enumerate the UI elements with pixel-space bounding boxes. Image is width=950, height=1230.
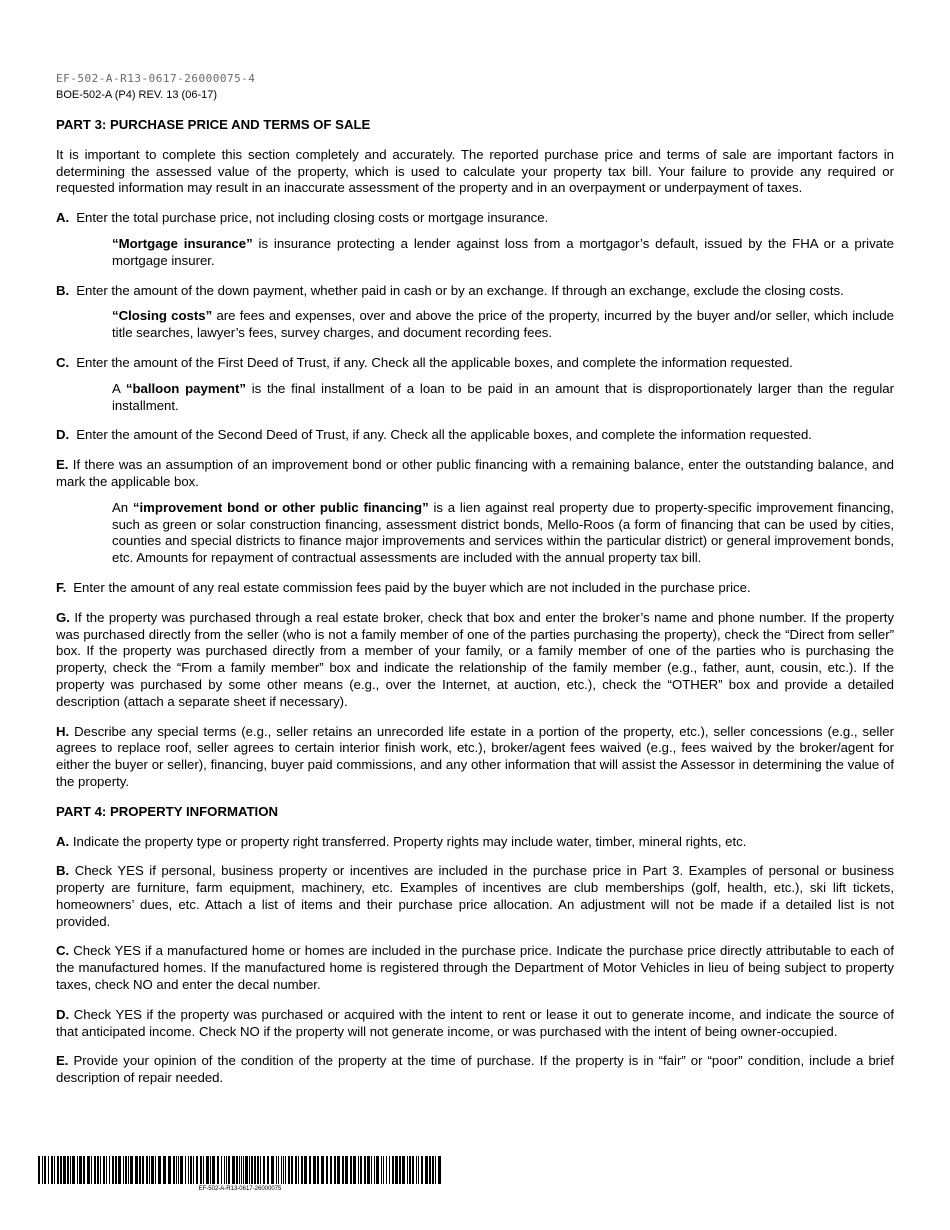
item-label: C. — [56, 354, 70, 370]
item-label: E. — [56, 457, 69, 473]
note-term: “improvement bond or other public financing” — [132, 499, 429, 515]
mortgage-insurance-note — [112, 236, 894, 270]
note-text: are fees and expenses, over and above the price of the property, incurred by the buyer and/or seller, which include title searches, lawyer’s fees, survey charges, and document recording fees. — [112, 308, 894, 341]
part3-item-e — [56, 457, 894, 491]
form-revision: BOE-502-A (P4) REV. 13 (06-17) — [56, 89, 218, 101]
note-text: is the final installment of a loan to be paid in an amount that is disproportionately larger than the regular installment. — [112, 380, 894, 413]
item-text: Enter the amount of the First Deed of Trust, if any. Check all the applicable boxes, and complete the information requested. — [76, 354, 793, 370]
part3-item-c — [56, 355, 894, 372]
note-text: is insurance protecting a lender against loss from a mortgagor’s default, issued by the FHA or a private mortgage insurer. — [112, 235, 894, 268]
item-text: If the property was purchased through a real estate broker, check that box and enter the broker’s name and phone number. If the property was purchased directly from the seller (who is not a family member of one of the parties purchasing the property), check the “Direct from seller” box. If the property was purchased directly from a member of your family, or a family member of one of the parties who is purchasing the property, check the “From a family member” box and indicate the relationship of the family member (e.g., father, aunt, cousin, etc.). If the property was purchased by some other means (e.g., over the Internet, at auction, etc.), check the “OTHER” box and provide a detailed description (attach a separate sheet if necessary). — [56, 609, 894, 709]
item-text: Check YES if personal, business property or incentives are included in the purchase price in Part 3. Examples of personal or business property are furniture, farm equipment, machinery, etc. Examples of incentives are club memberships (golf, health, etc.), ski lift tickets, homeowners’ dues, etc. Attach a list of items and their purchase price allocation. An adjustment will not be made if a detailed list is not provided. — [56, 863, 894, 929]
note-term: “Mortgage insurance” — [112, 235, 253, 251]
part3-title: PART 3: PURCHASE PRICE AND TERMS OF SALE — [56, 117, 371, 132]
item-text: Enter the amount of any real estate commission fees paid by the buyer which are not included in the purchase price. — [73, 579, 751, 595]
item-text: Enter the amount of the down payment, whether paid in cash or by an exchange. If through an exchange, exclude the closing costs. — [76, 282, 844, 298]
improvement-bond-note — [112, 500, 894, 567]
part3-item-f — [56, 580, 894, 597]
item-text: Enter the total purchase price, not including closing costs or mortgage insurance. — [76, 210, 549, 226]
note-prefix: A — [112, 380, 126, 396]
item-label: B. — [56, 282, 70, 298]
part3-item-g — [56, 610, 894, 711]
note-term: “balloon payment” — [125, 380, 246, 396]
item-label: F. — [56, 579, 67, 595]
part3-item-h — [56, 724, 894, 791]
note-text: is a lien against real property due to property-specific improvement financing, such as green or solar construction financing, assessment district bonds, Mello-Roos (a form of financing that can be used by cities, counties and special districts to finance major improvements and services within the particular district) or general improvement bonds, etc. Amounts for repayment of contractual assessments are included with the annual property tax bill. — [112, 499, 895, 566]
form-page — [56, 72, 894, 1100]
item-label: A. — [56, 210, 70, 226]
part4-item-a — [56, 834, 894, 851]
part3-item-b — [56, 283, 894, 300]
item-text: Indicate the property type or property right transferred. Property rights may include water, timber, mineral rights, etc. — [69, 833, 747, 849]
part4-item-c — [56, 943, 894, 993]
item-label: A. — [56, 833, 70, 849]
item-label: G. — [56, 609, 70, 625]
item-label: D. — [56, 427, 70, 443]
part4-item-d — [56, 1007, 894, 1041]
barcode-icon — [38, 1156, 442, 1184]
item-label: H. — [56, 723, 70, 739]
item-label: B. — [56, 863, 70, 879]
part3-item-d — [56, 427, 894, 444]
part3-intro: It is important to complete this section completely and accurately. The reported purchase price and terms of sale are important factors in determining the assessed value of the property, which is used to calculate your property tax bill. Your failure to provide any required or requested information may result in an inaccurate assessment of the property and in an overpayment or underpayment of taxes. — [56, 146, 894, 196]
item-text: If there was an assumption of an improvement bond or other public financing with a remaining balance, enter the outstanding balance, and mark the applicable box. — [56, 457, 894, 489]
part4-item-e — [56, 1053, 894, 1087]
barcode-block — [38, 1156, 442, 1193]
note-prefix: An — [112, 499, 133, 515]
balloon-payment-note — [112, 381, 894, 415]
closing-costs-note — [112, 308, 894, 342]
part3-item-a — [56, 210, 894, 227]
item-text: Check YES if the property was purchased or acquired with the intent to rent or lease it out to generate income, and indicate the source of that anticipated income. Check NO if the property will not generate income, or was purchased with the intent of being owner-occupied. — [56, 1006, 894, 1039]
item-label: E. — [56, 1053, 69, 1069]
item-label: C. — [56, 943, 70, 959]
part4-item-b — [56, 863, 894, 930]
barcode-text: EF-502-A-R13-0617-26000075 — [198, 1186, 282, 1192]
item-label: D. — [56, 1006, 70, 1022]
item-text: Describe any special terms (e.g., seller retains an unrecorded life estate in a portion of the property, etc.), seller concessions (e.g., seller agrees to replace roof, seller agrees to certain interior finish work, etc.), broker/agent fees waived (e.g., fees waived by the broker/agent for either the buyer or seller), financing, buyer paid commissions, and any other information that will assist the Assessor in determining the value of the property. — [56, 723, 894, 789]
item-text: Check YES if a manufactured home or homes are included in the purchase price. Indicate the purchase price directly attributable to each of the manufactured homes. If the manufactured home is registered through the Department of Motor Vehicles in lieu of being subject to property taxes, check NO and enter the decal number. — [56, 943, 894, 993]
item-text: Enter the amount of the Second Deed of Trust, if any. Check all the applicable boxes, and complete the information requested. — [76, 427, 812, 443]
note-term: “Closing costs” — [112, 308, 213, 324]
form-id: EF-502-A-R13-0617-26000075-4 — [56, 72, 256, 85]
part4-title: PART 4: PROPERTY INFORMATION — [56, 803, 278, 819]
item-text: Provide your opinion of the condition of the property at the time of purchase. If the property is in “fair” or “poor” condition, include a brief description of repair needed. — [56, 1053, 894, 1086]
